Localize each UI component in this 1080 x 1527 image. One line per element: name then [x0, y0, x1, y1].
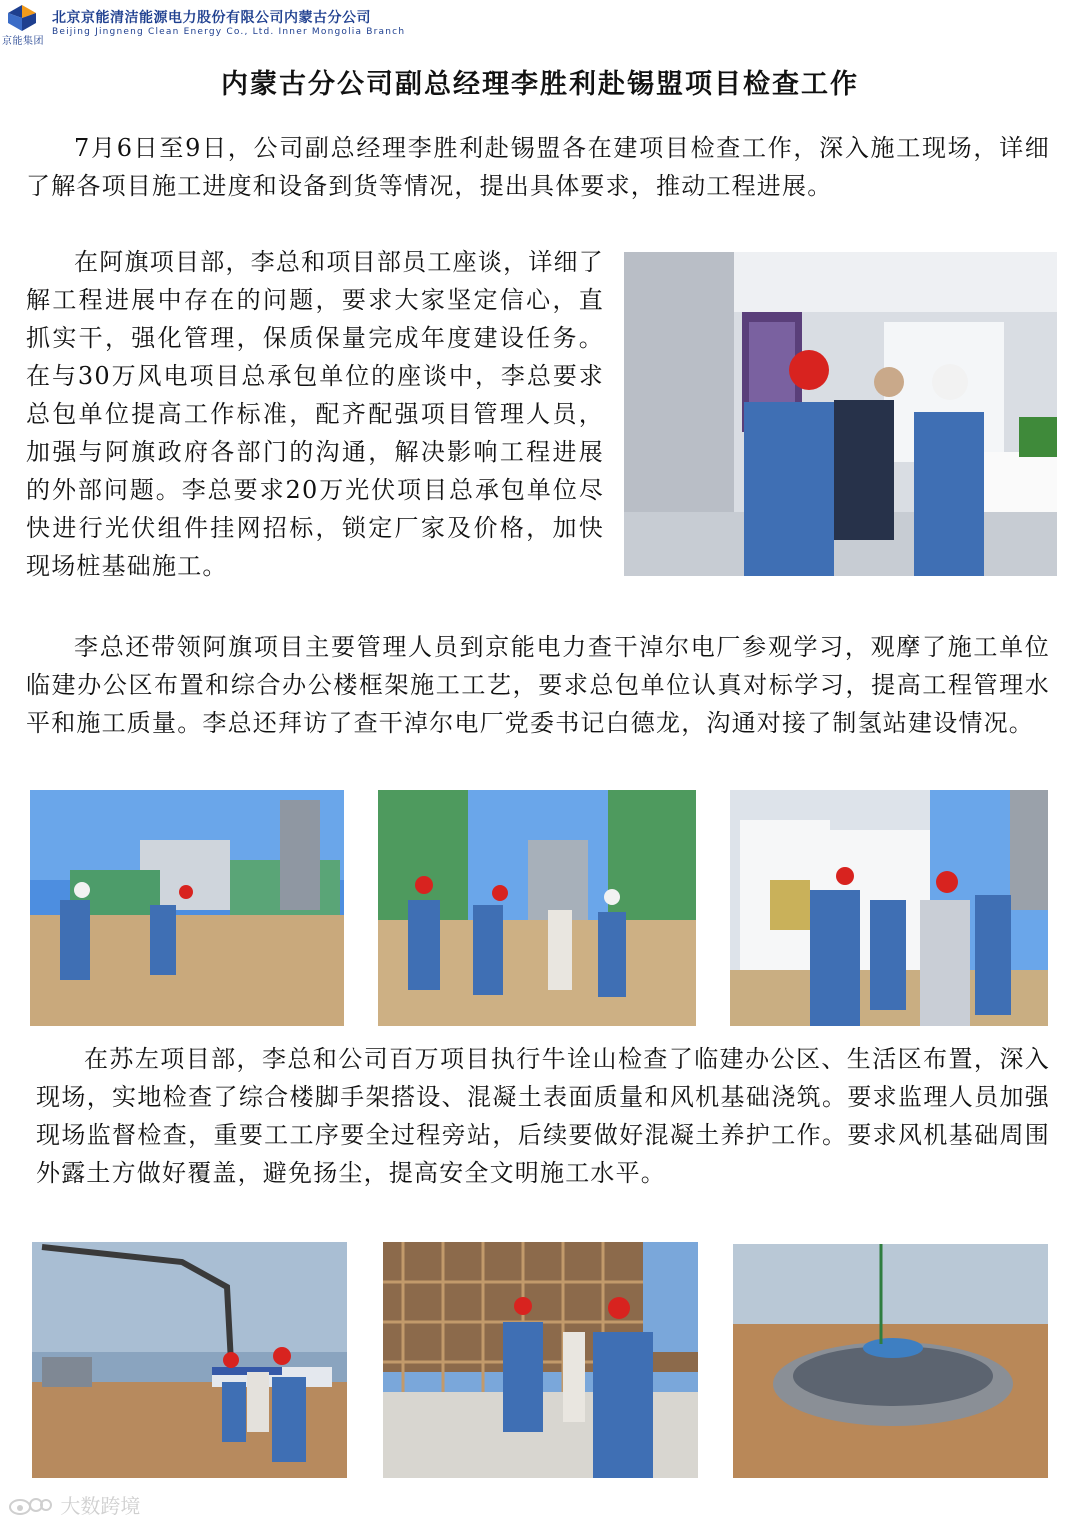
turbine-foundation-photo — [733, 1244, 1048, 1478]
page-header — [0, 0, 1080, 50]
weibo-logo-icon — [8, 1493, 52, 1517]
site-inspection-photo-1 — [30, 790, 344, 1026]
paragraph-intro: 7月6日至9日，公司副总经理李胜利赴锡盟各在建项目检查工作，深入施工现场，详细了解各项目施工进度和设备到货等情况，提出具体要求，推动工程进展。 — [26, 134, 1050, 200]
paragraph-chagannaoer-visit: 李总还带领阿旗项目主要管理人员到京能电力查干淖尔电厂参观学习，观摩了施工单位临建办公区布置和综合办公楼框架施工工艺，要求总包单位认真对标学习，提高工程管理水平和施工质量。李总还拜访了查干淖尔电厂党委书记白德龙，沟通对接了制氢站建设情况。 — [26, 633, 1050, 737]
watermark-text: 大数跨境 — [60, 1494, 141, 1518]
meeting-photo — [624, 252, 1057, 576]
company-logo-icon — [6, 4, 38, 32]
scaffolding-inspection-photo — [383, 1242, 698, 1478]
company-name-cn: 北京京能清洁能源电力股份有限公司内蒙古分公司 — [52, 10, 371, 26]
site-inspection-photo-2 — [378, 790, 696, 1026]
concrete-pouring-photo — [32, 1242, 347, 1478]
company-name-en: Beijing Jingneng Clean Energy Co., Ltd. Inner Mongolia Branch — [52, 27, 406, 37]
paragraph-aqi-meeting: 在阿旗项目部，李总和项目部员工座谈，详细了解工程进展中存在的问题，要求大家坚定信心，直抓实干，强化管理，保质保量完成年度建设任务。在与30万风电项目总承包单位的座谈中，李总要求总包单位提高工作标准，配齐配强项目管理人员，加强与阿旗政府各部门的沟通，解决影响工程进展的外部问题。李总要求20万光伏项目总承包单位尽快进行光伏组件挂网招标，锁定厂家及价格，加快现场桩基础施工。 — [26, 248, 604, 580]
paragraph-suzuo-inspection: 在苏左项目部，李总和公司百万项目执行牛诠山检查了临建办公区、生活区布置，深入现场，实地检查了综合楼脚手架搭设、混凝土表面质量和风机基础浇筑。要求监理人员加强现场监督检查，重要工工序要全过程旁站，后续要做好混凝土养护工作。要求风机基础周围外露土方做好覆盖，避免扬尘，提高安全文明施工水平。 — [36, 1045, 1050, 1187]
watermark — [8, 1490, 140, 1520]
logo-caption: 京能集团 — [2, 36, 44, 47]
site-inspection-photo-3 — [730, 790, 1048, 1026]
article-title: 内蒙古分公司副总经理李胜利赴锡盟项目检查工作 — [221, 69, 859, 100]
